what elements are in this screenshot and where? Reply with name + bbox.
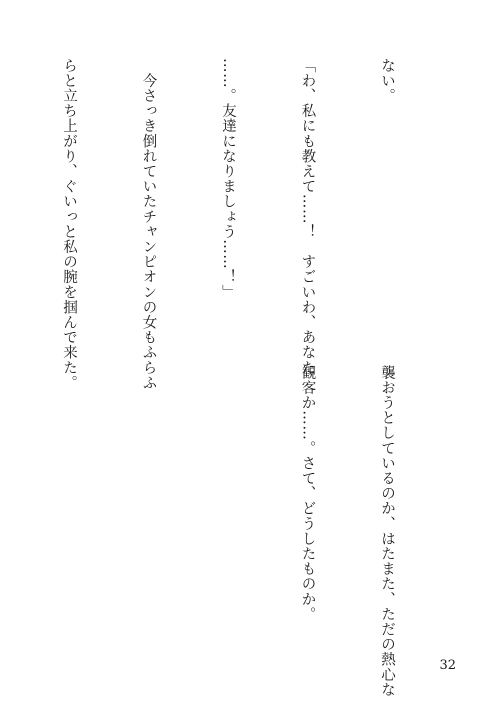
text-line: 襲おうとしているのか、はたまた、ただの熱心な <box>379 365 395 698</box>
text-line: ……。友達になりましょう……！」 <box>220 58 236 300</box>
text-line: 今さっき倒れていたチャンピオンの女もふらふ <box>140 58 157 391</box>
text-line: ない。 <box>379 58 395 104</box>
text-block-upper <box>0 58 453 391</box>
text-line: 「わ、私にも教えて……！ すごいわ、あなた <box>299 58 316 376</box>
page-number: 32 <box>439 658 456 673</box>
text-line: らと立ち上がり、ぐいっと私の腕を掴んで来た。 <box>61 58 77 391</box>
text-line: 観客か……。さて、どうしたものか。 <box>299 365 316 622</box>
text-line <box>0 58 3 343</box>
